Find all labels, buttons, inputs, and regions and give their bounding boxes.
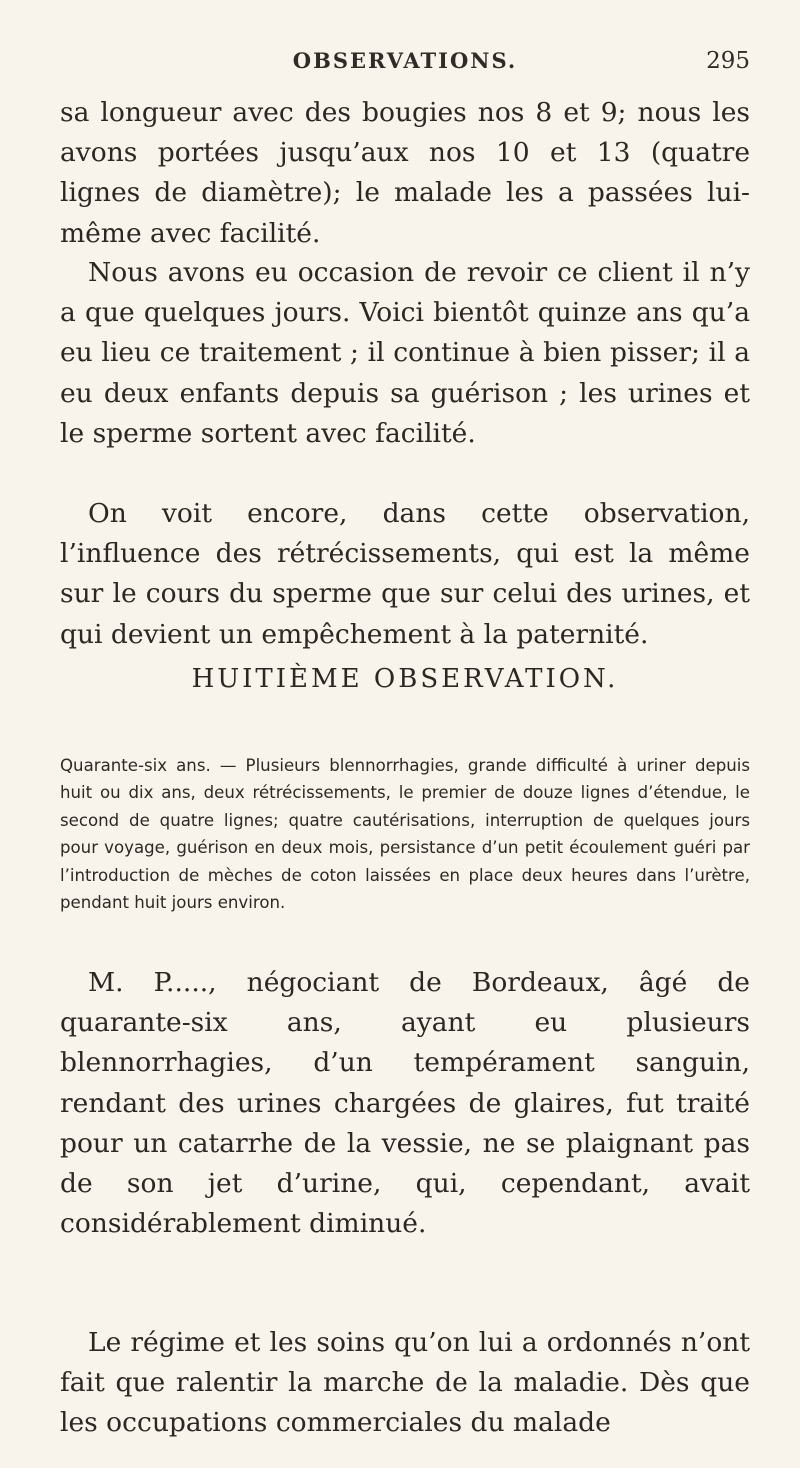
paragraph-text: Nous avons eu occasion de revoir ce client il n’y a que quelques jours. Voici bientôt quinze ans qu’a eu lieu ce traitement ; il continue à bien pisser; il a eu deux enfants depuis sa guérison ; les urines et le sperme sortent avec facilité. [60,257,750,449]
paragraph-revisit [60,253,750,454]
page-header [60,48,750,84]
observation-summary [60,752,750,916]
paragraph-continuation [60,93,750,254]
summary-text: Quarante-six ans. — Plusieurs blennorrhagies, grande difficulté à uriner depuis huit ou dix ans, deux rétrécissements, le premier de douze lignes d’étendue, le second de quatre lignes; quatre cautérisations, interruption de quelques jours pour voyage, guérison en deux mois, persistance d’un petit écoulement guéri par l’introduction de mèches de coton laissées en place deux heures dans l’urètre, pendant huit jours environ. [60,756,750,913]
paragraph-treatment [60,1323,750,1444]
paragraph-conclusion [60,494,750,655]
paragraph-case-description [60,963,750,1244]
section-heading: HUITIÈME OBSERVATION. [191,664,619,694]
paragraph-text: M. P....., négociant de Bordeaux, âgé de quarante-six ans, ayant eu plusieurs blennorrhagies, d’un tempérament sanguin, rendant des urines chargées de glaires, fut traité pour un catarrhe de la vessie, ne se plaignant pas de son jet d’urine, qui, cependant, avait considérablement diminué. [60,967,750,1240]
paragraph-text: Le régime et les soins qu’on lui a ordonnés n’ont fait que ralentir la marche de la maladie. Dès que les occupations commerciales du malade [60,1327,750,1439]
paragraph-text: sa longueur avec des bougies nos 8 et 9; nous les avons portées jusqu’aux nos 10 et 13 (quatre lignes de diamètre); le malade les a passées lui-même avec facilité. [60,97,750,249]
running-title: OBSERVATIONS. [292,48,518,73]
page-number: 295 [706,48,750,74]
paragraph-text: On voit encore, dans cette observation, l’influence des rétrécissements, qui est la même sur le cours du sperme que sur celui des urines, et qui devient un empêchement à la paternité. [60,498,750,650]
